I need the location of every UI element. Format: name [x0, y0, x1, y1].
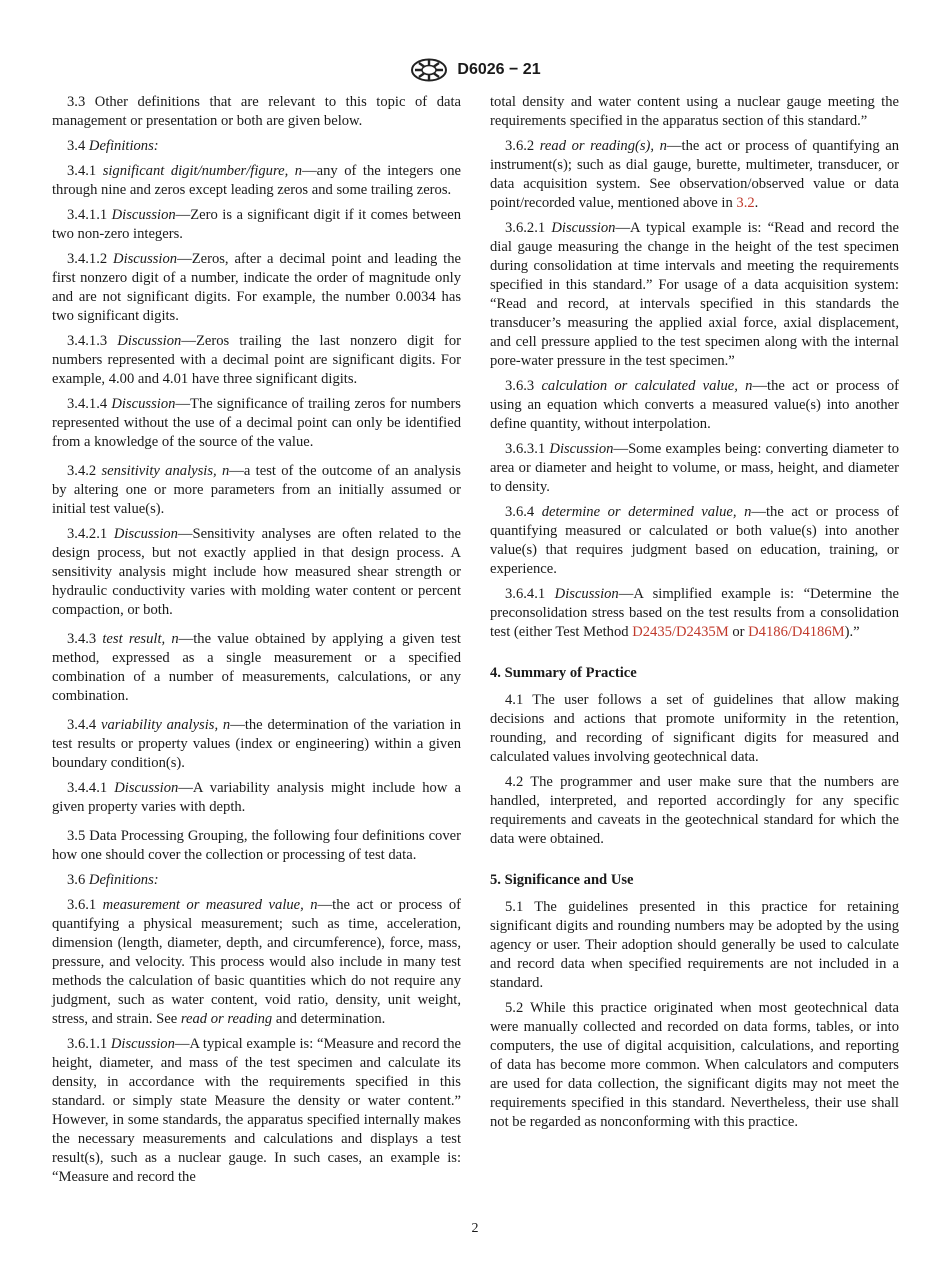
section-3-4-4: 3.4.4 variability analysis, n—the determination of the variation in test results or property values (index or engineering) within a given boundary condition(s). [52, 717, 461, 771]
section-3-6-2: 3.6.2 read or reading(s), n—the act or process of quantifying an instrument(s); such as dial gauge, burette, multimeter, transducer, or data acquisition system. See observation/observed value or data point/recorded value, mentioned above in 3.2. [490, 138, 899, 211]
section-3-4-1-3: 3.4.1.3 Discussion—Zeros trailing the last nonzero digit for numbers represented with a decimal point are significant digits. For example, 4.00 and 4.01 have three significant digits. [52, 333, 461, 387]
section-3-4-3: 3.4.3 test result, n—the value obtained by applying a given test method, expressed as a single measurement or a specified combination of a number of measurements, calculations, or any combination. [52, 631, 461, 704]
section-4-2: 4.2 The programmer and user make sure that the numbers are handled, interpreted, and reported accordingly for any specific requirements and caveats in the geotechnical standard for which the data were obtained. [490, 774, 899, 847]
section-3-6-4: 3.6.4 determine or determined value, n—the act or process of quantifying measured or calculated or both value(s) into another value(s) that requires judgment based on education, training, or experience. [490, 504, 900, 577]
section-3-3: 3.3 Other definitions that are relevant to this topic of data management or presentation or both are given below. [52, 94, 461, 129]
section-3-6-4-1: 3.6.4.1 Discussion—A simplified example is: “Determine the preconsolidation stress based on the test results from a consolidation test (either Test Method D2435/D2435M or D4186/D4186M).” [490, 586, 899, 640]
section-3-6-1: 3.6.1 measurement or measured value, n—the act or process of quantifying a physical measurement; such as time, acceleration, dimension (length, diameter, depth, and circumference), force, mass, pressure, and velocity. This process would also include in many test methods the calculation of basic quantities which do not require any judgment, such as water content, void ratio, density, unit weight, stress, and strain. See read or reading and determination. [52, 897, 461, 1027]
section-3-5: 3.5 Data Processing Grouping, the following four definitions cover how one should cover the collection or processing of test data. [52, 828, 461, 863]
right-column [490, 93, 899, 1138]
section-3-4: 3.4 Definitions: [67, 138, 159, 154]
section-5-2: 5.2 While this practice originated when most geotechnical data were manually collected and recorded on data forms, tables, or into computers, the use of digital acquisition, calculations, and reporting of data has become more common. When calculators and computers are used for data collection, the significant digits may not meet the requirements specified in this standard. Nevertheless, their use shall not be regarded as nonconforming with this practice. [490, 1000, 899, 1130]
heading-summary-of-practice: 4. Summary of Practice [490, 665, 637, 681]
heading-significance-and-use: 5. Significance and Use [490, 872, 634, 888]
section-3-6: 3.6 Definitions: [67, 872, 159, 888]
section-3-6-3-1: 3.6.3.1 Discussion—Some examples being: converting diameter to area or diameter and height to volume, or mass, height, and diameter to density. [490, 441, 899, 495]
section-3-4-4-1: 3.4.4.1 Discussion—A variability analysis might include how a given property varies with depth. [52, 780, 461, 815]
link-d2435[interactable]: D2435/D2435M [632, 624, 729, 640]
link-3-2[interactable]: 3.2 [736, 195, 755, 211]
section-3-6-1-1-continued: total density and water content using a nuclear gauge meeting the requirements specified in the apparatus section of this standard.” [490, 94, 899, 129]
link-d4186[interactable]: D4186/D4186M [748, 624, 845, 640]
section-5-1: 5.1 The guidelines presented in this practice for retaining significant digits and rounding numbers may be adopted by the using agency or user. Their adoption should generally be used to calculate and record data when specified requirements are not included in a standard. [490, 899, 899, 991]
section-3-4-2: 3.4.2 sensitivity analysis, n—a test of the outcome of an analysis by altering one or more parameters from an initially assumed or initial test value(s). [52, 463, 461, 517]
document-code: D6026 − 21 [457, 61, 541, 78]
section-3-6-3: 3.6.3 calculation or calculated value, n—the act or process of using an equation which converts a measured value(s) into another define quantity, without interpolation. [490, 378, 899, 432]
left-column [52, 93, 461, 1193]
section-3-4-1-1: 3.4.1.1 Discussion—Zero is a significant digit if it comes between two non-zero integers. [52, 207, 461, 242]
section-3-4-1-4: 3.4.1.4 Discussion—The significance of trailing zeros for numbers represented without the use of a decimal point can only be identified from a knowledge of the source of the value. [52, 396, 461, 450]
astm-logo-icon [409, 58, 449, 82]
page-number: 2 [471, 1221, 479, 1236]
page-header [0, 58, 950, 82]
section-3-4-1-2: 3.4.1.2 Discussion—Zeros, after a decimal point and leading the first nonzero digit of a number, indicate the order of magnitude only and are not significant digits. For example, the number 0.0034 has two significant digits. [52, 251, 461, 324]
section-3-6-1-1: 3.6.1.1 Discussion—A typical example is: “Measure and record the height, diameter, and mass of the test specimen and calculate its density, in accordance with the requirements specified in this standard. or simply state Measure the density or water content.” However, in some standards, the apparatus specified internally makes the necessary measurements and calculations and displays a test result(s), such as a nuclear gauge. In such cases, an example is: “Measure and record the [52, 1036, 461, 1185]
section-3-4-2-1: 3.4.2.1 Discussion—Sensitivity analyses are often related to the design process, but not exactly applied in that design process. A sensitivity analysis might include how measured shear strength or hydraulic conductivity varies with molding water content or percent compaction, or both. [52, 526, 461, 618]
section-4-1: 4.1 The user follows a set of guidelines that allow making decisions and actions that promote uniformity in the retention, rounding, and recording of significant digits for measured and calculated values involving geotechnical data. [490, 692, 899, 765]
section-3-4-1: 3.4.1 significant digit/number/figure, n—any of the integers one through nine and zeros except leading zeros and some trailing zeros. [52, 163, 462, 198]
section-3-6-2-1: 3.6.2.1 Discussion—A typical example is: “Read and record the dial gauge measuring the change in the height of the test specimen during consolidation at time intervals and meeting the requirements specified in this standard.” For usage of a data acquisition system: “Read and record, at intervals specified in this standards the transducer’s measuring the applied axial force, axial displacement, and cell pressure applied to the test specimen along with the internal pore-water pressure in the test specimen.” [490, 220, 899, 369]
